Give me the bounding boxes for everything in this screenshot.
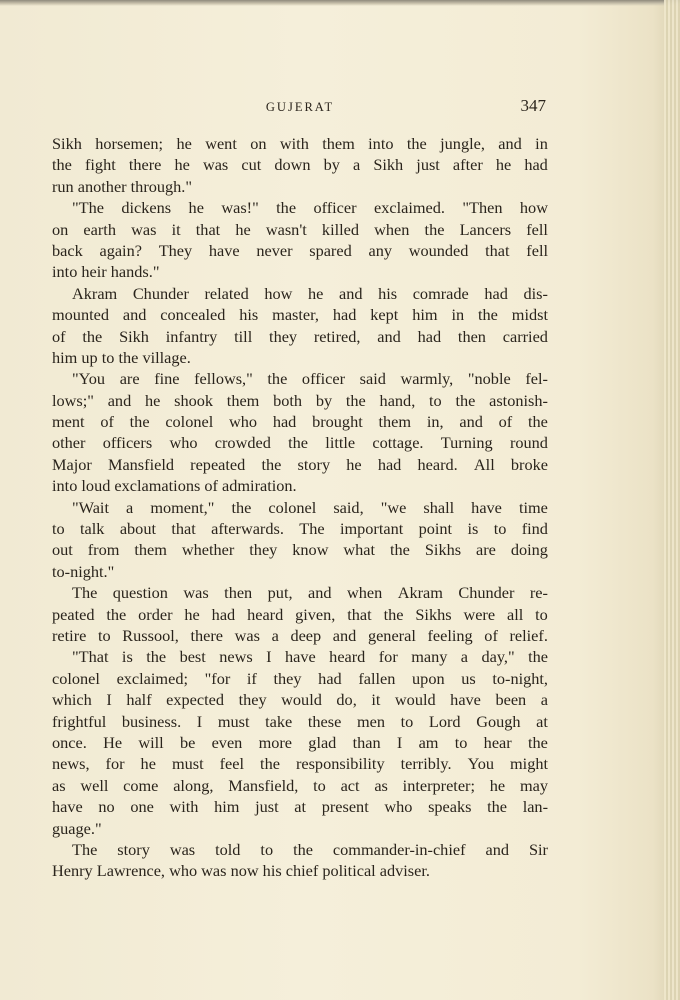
text-line: as well come along, Mansfield, to act as interpreter; he may <box>52 775 548 795</box>
text-line: Akram Chunder related how he and his comrade had dis- <box>72 283 548 303</box>
text-line: once. He will be even more glad than I am to hear the <box>52 732 548 752</box>
text-line: into loud exclamations of admiration. <box>52 476 297 496</box>
page-header <box>52 96 548 118</box>
text-line: of the Sikh infantry till they retired, and had then carried <box>52 326 548 346</box>
text-line: frightful business. I must take these men to Lord Gough at <box>52 711 548 731</box>
text-line: "The dickens he was!" the officer exclaimed. "Then how <box>72 198 548 218</box>
text-line: Major Mansfield repeated the story he had heard. All broke <box>52 454 548 474</box>
body-text <box>52 133 548 882</box>
text-line: Sikh horsemen; he went on with them into the jungle, and in <box>52 134 548 153</box>
running-head: GUJERAT <box>265 100 335 114</box>
text-line: The question was then put, and when Akram Chunder re- <box>72 583 548 603</box>
text-line: back again? They have never spared any wounded that fell <box>52 240 548 260</box>
text-line: him up to the village. <box>52 347 191 367</box>
text-line: news, for he must feel the responsibility terribly. You might <box>52 754 548 774</box>
text-line: guage." <box>52 818 102 838</box>
text-line: Henry Lawrence, who was now his chief political adviser. <box>52 861 430 881</box>
text-line: The story was told to the commander-in-chief and Sir <box>72 839 548 859</box>
text-line: into heir hands." <box>52 262 160 282</box>
text-line: on earth was it that he wasn't killed when the Lancers fell <box>52 219 548 239</box>
text-line: colonel exclaimed; "for if they had fallen upon us to-night, <box>52 668 548 688</box>
text-line: to talk about that afterwards. The important point is to find <box>52 519 548 539</box>
page-number: 347 <box>520 96 546 115</box>
text-line: peated the order he had heard given, that the Sikhs were all to <box>52 604 548 624</box>
text-line: have no one with him just at present who speaks the lan- <box>52 797 548 817</box>
text-line: mounted and concealed his master, had kept him in the midst <box>52 305 548 325</box>
text-line: run another through." <box>52 176 193 196</box>
text-line: which I half expected they would do, it would have been a <box>52 690 548 710</box>
text-line: retire to Russool, there was a deep and general feeling of relief. <box>52 625 548 645</box>
text-line: the fight there he was cut down by a Sikh just after he had <box>52 155 548 175</box>
top-edge-shadow <box>0 0 680 6</box>
text-line: "That is the best news I have heard for many a day," the <box>72 647 548 667</box>
text-line: "You are fine fellows," the officer said warmly, "noble fel- <box>72 369 548 389</box>
text-line: to-night." <box>52 561 115 581</box>
text-line: out from them whether they know what the Sikhs are doing <box>52 540 548 560</box>
text-line: lows;" and he shook them both by the hand, to the astonish- <box>52 390 548 410</box>
page-edge-stack <box>664 0 680 1000</box>
text-line: other officers who crowded the little cottage. Turning round <box>52 433 548 453</box>
text-line: "Wait a moment," the colonel said, "we shall have time <box>72 497 548 517</box>
text-line: ment of the colonel who had brought them in, and of the <box>52 412 548 432</box>
